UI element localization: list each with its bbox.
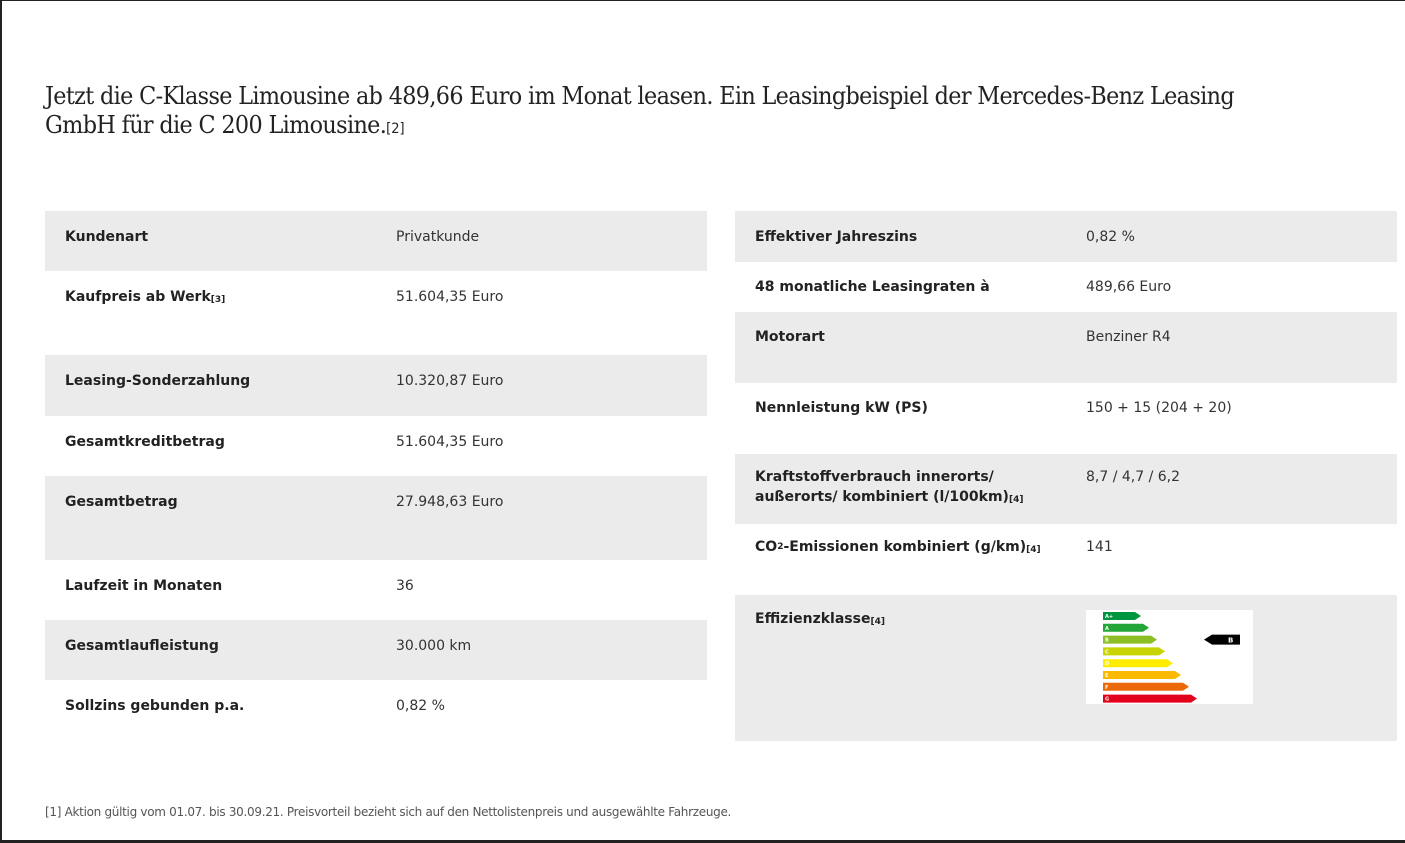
row-label: Gesamtkreditbetrag — [65, 434, 225, 450]
table-row-nennleistung — [735, 383, 1397, 454]
table-row-kundenart — [45, 211, 707, 271]
row-label-post: -Emissionen kombiniert (g/km) — [783, 539, 1027, 555]
row-label-line1: Kraftstoffverbrauch innerorts/ — [755, 469, 994, 485]
table-row-motorart — [735, 312, 1397, 383]
efficiency-class-label: A+ — [1105, 614, 1114, 620]
efficiency-bar-a — [1103, 624, 1149, 632]
row-value: 30.000 km — [396, 638, 472, 654]
energy-efficiency-graphic — [1086, 610, 1253, 704]
table-row-effektiver-jahreszins — [735, 211, 1397, 262]
selected-efficiency-marker — [1204, 635, 1240, 645]
footnote: [1] Aktion gültig vom 01.07. bis 30.09.21. Preisvorteil bezieht sich auf den Nettolistenpreis und ausgewählte Fahrzeuge. — [45, 805, 732, 819]
footnote-ref[interactable]: [4] — [870, 617, 885, 627]
efficiency-bar-g — [1103, 695, 1197, 703]
table-row-kaufpreis — [45, 271, 707, 355]
efficiency-class-label: F — [1105, 684, 1109, 691]
row-label: Nennleistung kW (PS) — [755, 400, 928, 416]
efficiency-class-label: A — [1105, 625, 1109, 632]
row-value: 0,82 % — [396, 698, 445, 714]
row-value: 10.320,87 Euro — [396, 373, 504, 389]
table-row-gesamtbetrag — [45, 476, 707, 560]
efficiency-class-label: E — [1105, 673, 1109, 679]
row-label — [755, 467, 1075, 507]
row-value: 0,82 % — [1086, 229, 1135, 245]
row-label: Effektiver Jahreszins — [755, 229, 918, 245]
efficiency-class-label: G — [1105, 696, 1110, 703]
row-label-text: Effizienzklasse — [755, 611, 871, 627]
row-label: Gesamtbetrag — [65, 494, 178, 510]
row-label: Motorart — [755, 329, 825, 345]
row-value: 36 — [396, 578, 414, 594]
table-row-sonderzahlung — [45, 355, 707, 416]
row-label-sub: 2 — [777, 542, 784, 552]
row-value: 51.604,35 Euro — [396, 289, 504, 305]
footnote-ref[interactable]: [4] — [1008, 495, 1024, 505]
row-label — [65, 287, 385, 307]
efficiency-bar-e — [1103, 671, 1181, 679]
leasing-table-left — [45, 211, 707, 740]
page-headline — [45, 82, 1254, 140]
row-value: Privatkunde — [396, 229, 480, 245]
row-label: 48 monatliche Leasingraten à — [755, 279, 990, 295]
footnote-ref[interactable]: [3] — [210, 295, 226, 305]
row-label-line2: außerorts/ kombiniert (l/100km) — [755, 489, 1009, 505]
row-label — [755, 537, 1075, 557]
row-label: Leasing-Sonderzahlung — [65, 373, 251, 389]
selected-efficiency-marker-label: B — [1228, 636, 1234, 645]
row-label: Gesamtlaufleistung — [65, 638, 219, 654]
row-value: 150 + 15 (204 + 20) — [1086, 400, 1232, 416]
row-label-text: Kaufpreis ab Werk — [65, 289, 211, 305]
table-row-sollzins — [45, 680, 707, 740]
row-value: 489,66 Euro — [1086, 279, 1172, 295]
table-row-kraftstoffverbrauch — [735, 454, 1397, 524]
efficiency-class-label: C — [1105, 649, 1109, 656]
efficiency-bar-d — [1103, 659, 1173, 667]
row-label: Kundenart — [65, 229, 149, 245]
row-label — [755, 609, 1075, 629]
energy-efficiency-label — [1086, 610, 1253, 704]
leasing-table-right — [735, 211, 1397, 741]
row-value: 51.604,35 Euro — [396, 434, 504, 450]
efficiency-bar-b — [1103, 636, 1157, 644]
table-row-leasingraten — [735, 262, 1397, 312]
headline-text: Jetzt die C-Klasse Limousine ab 489,66 Euro im Monat leasen. Ein Leasingbeispiel der Mercedes-Benz Leasing GmbH für die C 200 Limousine. — [45, 82, 1234, 139]
efficiency-class-label: D — [1105, 661, 1110, 668]
efficiency-class-label: B — [1105, 637, 1109, 644]
table-row-laufzeit — [45, 560, 707, 620]
row-value: 8,7 / 4,7 / 6,2 — [1086, 469, 1181, 485]
row-value: 141 — [1086, 539, 1113, 555]
table-row-co2-emissionen — [735, 524, 1397, 595]
efficiency-bar-f — [1103, 683, 1189, 691]
table-row-gesamtkreditbetrag — [45, 416, 707, 476]
headline-footnote-ref[interactable]: [2] — [386, 121, 405, 137]
row-value: 27.948,63 Euro — [396, 494, 504, 510]
row-value: Benziner R4 — [1086, 329, 1171, 345]
footnote-ref[interactable]: [4] — [1026, 545, 1041, 555]
row-label: Sollzins gebunden p.a. — [65, 698, 245, 714]
row-label: Laufzeit in Monaten — [65, 578, 223, 594]
table-row-effizienzklasse — [735, 595, 1397, 741]
efficiency-bar-c — [1103, 647, 1165, 655]
row-label-pre: CO — [755, 539, 778, 555]
table-row-gesamtlaufleistung — [45, 620, 707, 680]
